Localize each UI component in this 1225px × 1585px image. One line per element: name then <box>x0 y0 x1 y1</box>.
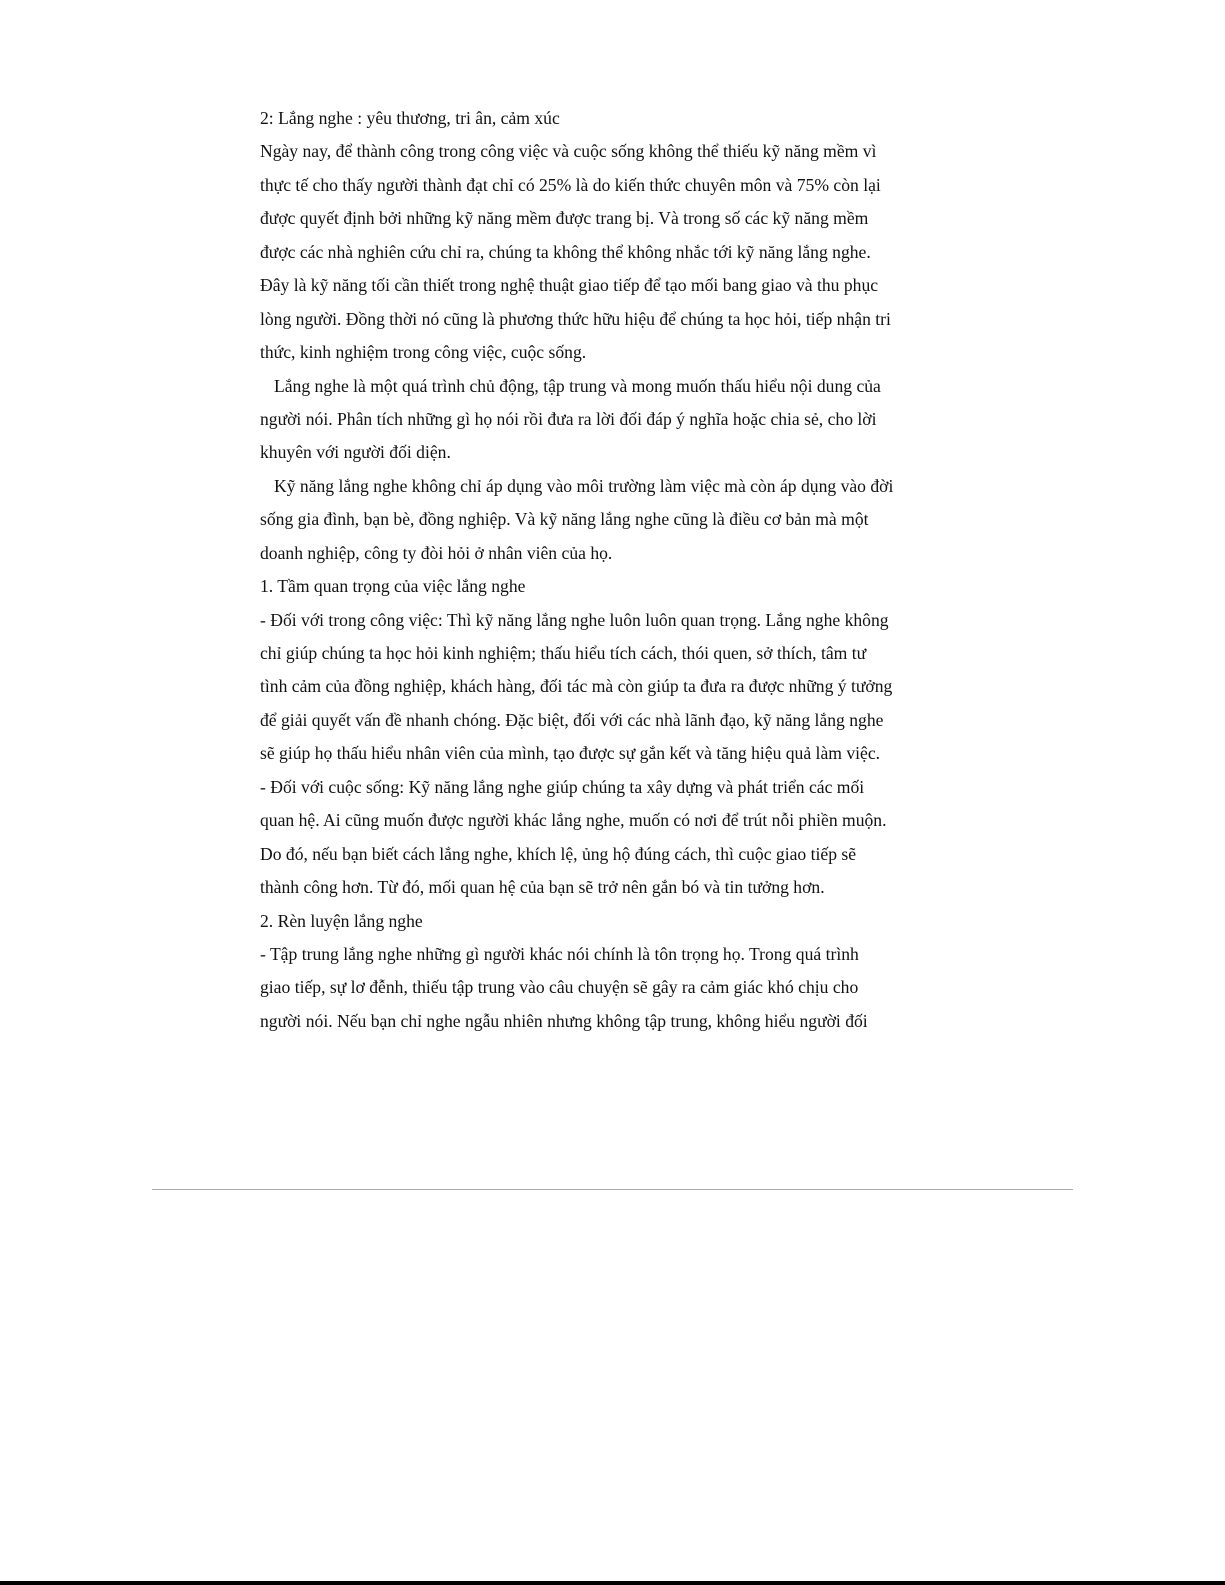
text-line: chỉ giúp chúng ta học hỏi kinh nghiệm; thấu hiểu tích cách, thói quen, sở thích, tâm tư <box>260 643 867 663</box>
text-line: người nói. Phân tích những gì họ nói rồi đưa ra lời đối đáp ý nghĩa hoặc chia sẻ, cho lời <box>260 408 877 429</box>
text-line: tình cảm của đồng nghiệp, khách hàng, đối tác mà còn giúp ta đưa ra được những ý tưởng <box>260 676 893 697</box>
bottom-edge-bar <box>0 1581 1225 1585</box>
text-line: Lắng nghe là một quá trình chủ động, tập trung và mong muốn thấu hiểu nội dung của <box>274 375 881 396</box>
text-line: lòng người. Đồng thời nó cũng là phương thức hữu hiệu để chúng ta học hỏi, tiếp nhận tri <box>260 308 891 329</box>
heading-tam-quan-trong: 1. Tầm quan trọng của việc lắng nghe <box>260 576 526 597</box>
text-line: giao tiếp, sự lơ đễnh, thiếu tập trung vào câu chuyện sẽ gây ra cảm giác khó chịu cho <box>260 977 859 998</box>
text-line: quan hệ. Ai cũng muốn được người khác lắng nghe, muốn có nơi để trút nỗi phiền muộn. <box>260 810 887 831</box>
text-line: - Tập trung lắng nghe những gì người khác nói chính là tôn trọng họ. Trong quá trình <box>260 943 859 964</box>
text-line: được các nhà nghiên cứu chỉ ra, chúng ta không thể không nhắc tới kỹ năng lắng nghe. <box>260 241 871 262</box>
text-line: được quyết định bởi những kỹ năng mềm được trang bị. Và trong số các kỹ năng mềm <box>260 208 869 229</box>
text-line: - Đối với cuộc sống: Kỹ năng lắng nghe giúp chúng ta xây dựng và phát triển các mối <box>260 776 865 797</box>
text-line: sống gia đình, bạn bè, đồng nghiệp. Và kỹ năng lắng nghe cũng là điều cơ bản mà một <box>260 509 869 530</box>
text-line: khuyên với người đối diện. <box>260 442 451 463</box>
text-line: thức, kinh nghiệm trong công việc, cuộc sống. <box>260 342 587 363</box>
text-line: Do đó, nếu bạn biết cách lắng nghe, khích lệ, ủng hộ đúng cách, thì cuộc giao tiếp sẽ <box>260 843 857 864</box>
text-line: - Đối với trong công việc: Thì kỹ năng lắng nghe luôn luôn quan trọng. Lắng nghe không <box>260 609 889 630</box>
text-line: Ngày nay, để thành công trong công việc và cuộc sống không thể thiếu kỹ năng mềm vì <box>260 141 877 162</box>
text-line: Kỹ năng lắng nghe không chỉ áp dụng vào môi trường làm việc mà còn áp dụng vào đời <box>274 475 894 496</box>
heading-ren-luyen: 2. Rèn luyện lắng nghe <box>260 910 423 931</box>
text-line: người nói. Nếu bạn chỉ nghe ngẫu nhiên nhưng không tập trung, không hiểu người đối <box>260 1010 868 1031</box>
text-line: thành công hơn. Từ đó, mối quan hệ của bạn sẽ trở nên gắn bó và tin tưởng hơn. <box>260 877 825 898</box>
text-line: thực tế cho thấy người thành đạt chỉ có 25% là do kiến thức chuyên môn và 75% còn lại <box>260 174 881 195</box>
text-line: Đây là kỹ năng tối cần thiết trong nghệ thuật giao tiếp để tạo mối bang giao và thu phục <box>260 275 879 296</box>
document-body <box>260 102 972 1038</box>
text-line: để giải quyết vấn đề nhanh chóng. Đặc biệt, đối với các nhà lãnh đạo, kỹ năng lắng nghe <box>260 709 884 730</box>
text-line: doanh nghiệp, công ty đòi hỏi ở nhân viên của họ. <box>260 542 613 563</box>
page-divider <box>152 1189 1073 1190</box>
heading-lang-nghe: 2: Lắng nghe : yêu thương, tri ân, cảm xúc <box>260 108 560 128</box>
text-line: sẽ giúp họ thấu hiểu nhân viên của mình, tạo được sự gắn kết và tăng hiệu quả làm việc. <box>260 743 881 764</box>
